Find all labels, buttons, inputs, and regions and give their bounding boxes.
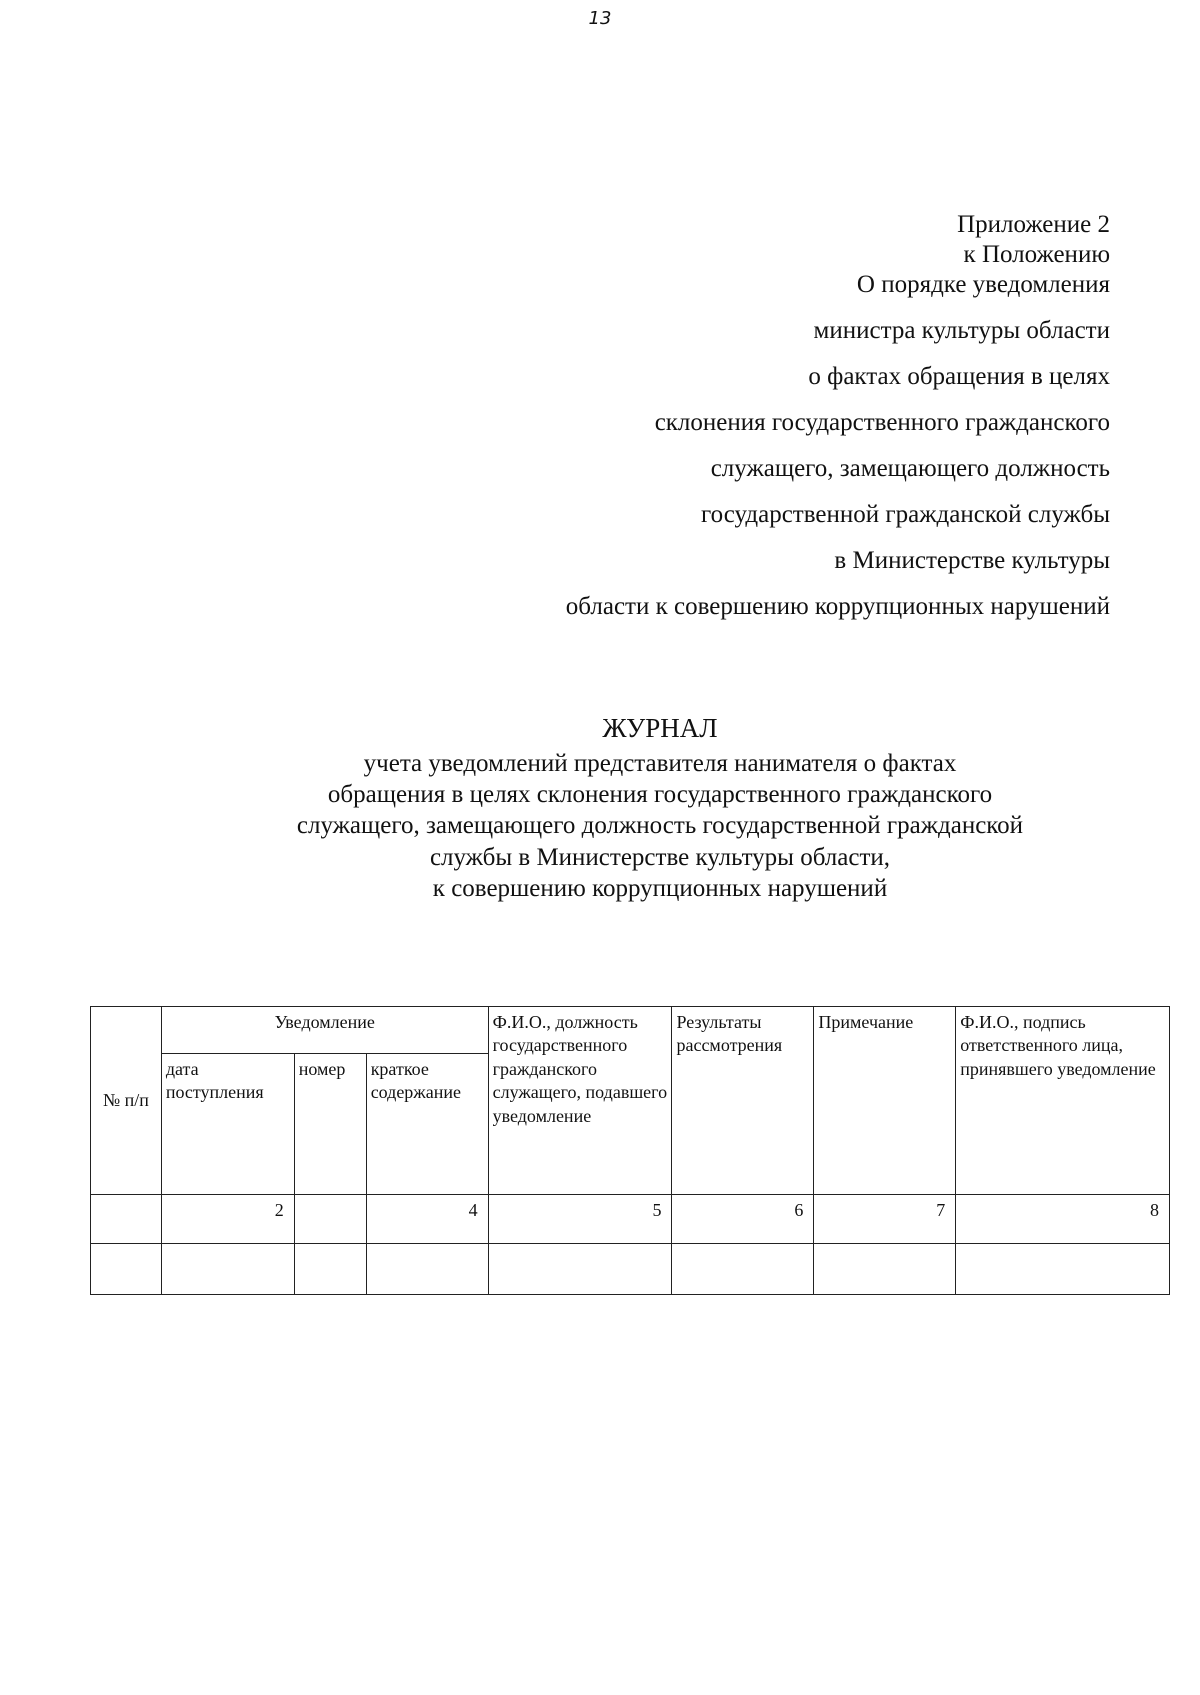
journal-title: ЖУРНАЛ	[602, 713, 718, 743]
empty-cell	[488, 1244, 672, 1295]
header-responsible: Ф.И.О., подпись ответственного лица, принявшего уведомление	[956, 1007, 1170, 1195]
header-number: № п/п	[91, 1007, 162, 1195]
header-num: номер	[294, 1054, 366, 1195]
numbering-cell: 8	[956, 1195, 1170, 1244]
numbering-cell: 5	[488, 1195, 672, 1244]
header-summary: краткое содержание	[366, 1054, 488, 1195]
numbering-cell: 2	[161, 1195, 294, 1244]
numbering-cell	[91, 1195, 162, 1244]
numbering-cell: 7	[814, 1195, 956, 1244]
appendix-line: к Положению	[963, 241, 1110, 268]
journal-subtitle-line: учета уведомлений представителя нанимателя о фактах	[363, 749, 957, 777]
journal-subtitle-line: к совершению коррупционных нарушений	[432, 874, 888, 902]
empty-cell	[672, 1244, 814, 1295]
empty-cell	[294, 1244, 366, 1295]
header-notification: Уведомление	[161, 1007, 488, 1054]
numbering-cell: 6	[672, 1195, 814, 1244]
header-fio: Ф.И.О., должность государственного гражданского служащего, подавшего уведомление	[488, 1007, 672, 1195]
appendix-header	[566, 210, 1110, 622]
empty-cell	[91, 1244, 162, 1295]
empty-cell	[161, 1244, 294, 1295]
numbering-cell: 4	[366, 1195, 488, 1244]
empty-row	[91, 1244, 1170, 1295]
appendix-line: Приложение 2	[957, 211, 1110, 238]
appendix-line: в Министерстве культуры	[834, 547, 1110, 574]
register-table	[90, 1006, 1170, 1295]
appendix-line: области к совершению коррупционных нарушений	[565, 593, 1110, 620]
appendix-line: склонения государственного гражданского	[654, 409, 1110, 436]
appendix-line: государственной гражданской службы	[700, 501, 1110, 528]
numbering-cell	[294, 1195, 366, 1244]
appendix-line: о фактах обращения в целях	[808, 363, 1110, 390]
header-results: Результаты рассмотрения	[672, 1007, 814, 1195]
numbering-row	[91, 1195, 1170, 1244]
appendix-line: министра культуры области	[813, 317, 1110, 344]
journal-subtitle-line: служащего, замещающего должность государственной гражданской	[296, 812, 1024, 840]
journal-heading	[0, 712, 1200, 904]
journal-subtitle-line: обращения в целях склонения государственного гражданского	[327, 781, 993, 808]
empty-cell	[956, 1244, 1170, 1295]
appendix-line: служащего, замещающего должность	[710, 455, 1110, 482]
journal-subtitle-line: службы в Министерстве культуры области,	[429, 843, 891, 871]
page-number: 13	[588, 8, 612, 29]
appendix-line: О порядке уведомления	[856, 271, 1110, 298]
empty-cell	[366, 1244, 488, 1295]
header-note: Примечание	[814, 1007, 956, 1195]
header-date: дата поступления	[161, 1054, 294, 1195]
empty-cell	[814, 1244, 956, 1295]
